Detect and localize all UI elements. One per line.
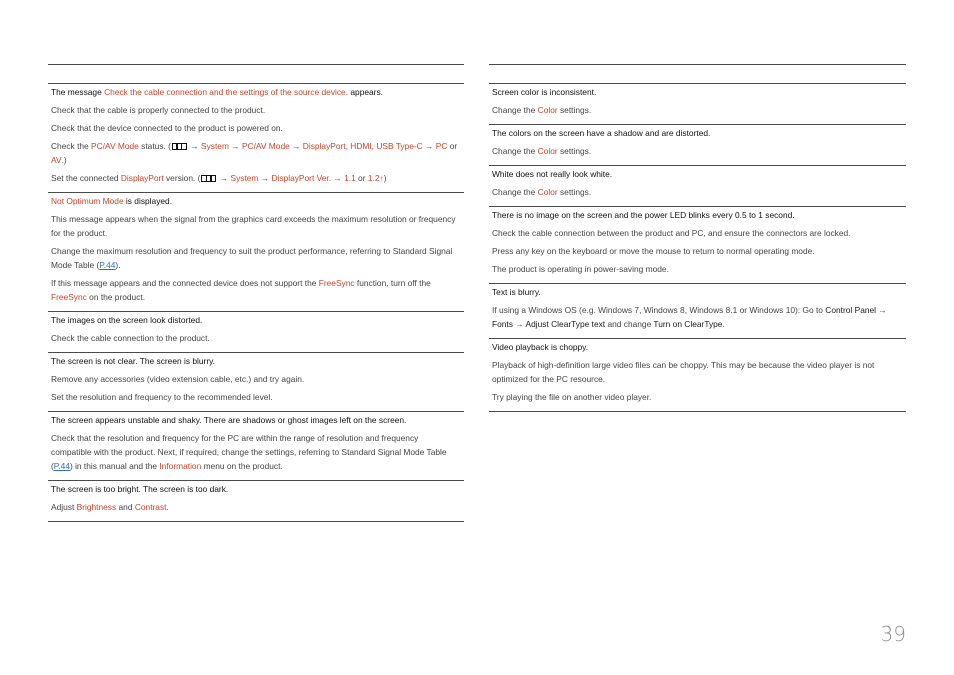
top-rule: [489, 64, 906, 83]
answer-line: Remove any accessories (video extension cable, etc.) and try again.: [51, 374, 305, 384]
entry-question: Screen color is inconsistent.: [492, 87, 597, 97]
answer-line: Check the PC/AV Mode status. ( → System → PC/AV Mode → DisplayPort, HDMI, USB Type-C → PC or AV.): [51, 141, 458, 165]
page-link[interactable]: P.44: [99, 260, 116, 270]
answer-line: Set the connected DisplayPort version. ( → System → DisplayPort Ver. → 1.1 or 1.2↑): [51, 173, 387, 183]
entry-color-inconsistent: [489, 83, 906, 124]
entry-screen-unstable: [48, 411, 464, 480]
entry-question: Video playback is choppy.: [492, 342, 589, 352]
entry-images-distorted: [48, 311, 464, 352]
answer-line: The product is operating in power-saving mode.: [492, 264, 669, 274]
page-number: 39: [880, 622, 906, 646]
entry-question: The screen appears unstable and shaky. There are shadows or ghost images left on the screen.: [51, 415, 407, 425]
answer-line: Set the resolution and frequency to the recommended level.: [51, 392, 273, 402]
entry-question: The colors on the screen have a shadow and are distorted.: [492, 128, 711, 138]
top-rule: [48, 64, 464, 83]
entry-question: There is no image on the screen and the power LED blinks every 0.5 to 1 second.: [492, 210, 795, 220]
entry-question: The screen is too bright. The screen is too dark.: [51, 484, 229, 494]
osd-message: Check the cable connection and the settings of the source device.: [104, 87, 349, 97]
entry-not-optimum-mode: [48, 192, 464, 311]
entry-cable-message: [48, 83, 464, 192]
entry-brightness: [48, 480, 464, 522]
answer-line: If this message appears and the connected device does not support the FreeSync function, turn off the FreeSync on the product.: [51, 278, 431, 302]
entry-question: Not Optimum Mode is displayed.: [51, 196, 173, 206]
answer-line: Change the maximum resolution and frequency to suit the product performance, referring to Standard Signal Mode Table (P.44).: [51, 246, 453, 270]
entry-no-image-led: [489, 206, 906, 283]
answer-line: If using a Windows OS (e.g. Windows 7, Windows 8, Windows 8.1 or Windows 10): Go to Control Panel → Fonts → Adjust ClearType text and change Turn on ClearType.: [492, 305, 887, 329]
entry-question: Text is blurry.: [492, 287, 541, 297]
entry-question: The message Check the cable connection and the settings of the source device. appears.: [51, 87, 383, 97]
menu-icon: [172, 143, 187, 150]
entry-video-choppy: [489, 338, 906, 412]
answer-line: Playback of high-definition large video files can be choppy. This may be because the video player is not optimized for the PC resource.: [492, 360, 875, 384]
answer-line: Check that the device connected to the product is powered on.: [51, 123, 283, 133]
entry-white-not-white: [489, 165, 906, 206]
entry-color-shadow: [489, 124, 906, 165]
answer-line: Adjust Brightness and Contrast.: [51, 502, 169, 512]
answer-line: Try playing the file on another video player.: [492, 392, 652, 402]
right-column: [489, 64, 906, 412]
answer-line: Check the cable connection to the product.: [51, 333, 210, 343]
answer-line: This message appears when the signal from the graphics card exceeds the maximum resolution or frequency for the product.: [51, 214, 456, 238]
answer-line: Check the cable connection between the product and PC, and ensure the connectors are locked.: [492, 228, 851, 238]
osd-message: Not Optimum Mode: [51, 196, 124, 206]
page-link[interactable]: P.44: [53, 461, 70, 471]
entry-question: The screen is not clear. The screen is blurry.: [51, 356, 216, 366]
answer-line: Check that the cable is properly connected to the product.: [51, 105, 266, 115]
entry-question: The images on the screen look distorted.: [51, 315, 203, 325]
answer-line: Change the Color settings.: [492, 187, 592, 197]
answer-line: Check that the resolution and frequency for the PC are within the range of resolution and frequency compatible with the product. Next, if required, change the settings, referring to Standard Signal Mode Table (P.44) in this manual and the Information menu on the product.: [51, 433, 447, 471]
left-column: [48, 64, 464, 522]
answer-line: Change the Color settings.: [492, 146, 592, 156]
entry-question: White does not really look white.: [492, 169, 613, 179]
entry-text-blurry: [489, 283, 906, 338]
menu-icon: [201, 175, 216, 182]
entry-screen-blurry: [48, 352, 464, 411]
answer-line: Press any key on the keyboard or move the mouse to return to normal operating mode.: [492, 246, 815, 256]
answer-line: Change the Color settings.: [492, 105, 592, 115]
